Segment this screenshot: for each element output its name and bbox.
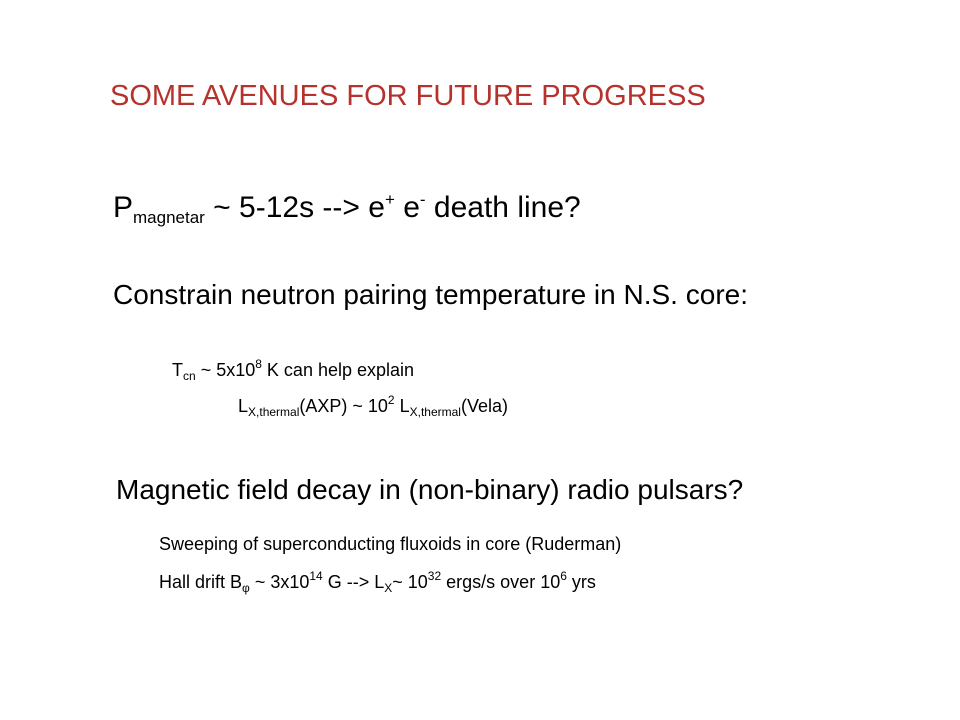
gauss-arrow-text: G --> L: [322, 572, 385, 592]
x-subscript: X: [384, 581, 393, 596]
luminosity-ratio-line: [238, 393, 509, 420]
positron-superscript: +: [384, 190, 395, 210]
years-exponent: 6: [560, 569, 567, 584]
magnetic-field-heading: Magnetic field decay in (non-binary) radio pulsars?: [116, 474, 744, 505]
magnetar-subscript: magnetar: [133, 207, 205, 227]
electron-symbol: e: [394, 191, 420, 224]
vela-text: (Vela): [460, 396, 509, 416]
luminosity-value-text: ~ 10: [392, 572, 428, 592]
tcn-line: [172, 357, 415, 384]
l-axp-symbol: L: [238, 396, 249, 416]
hall-drift-text: Hall drift B: [159, 572, 243, 592]
phi-subscript: φ: [242, 581, 250, 596]
period-range-text: ~ 5-12s --> e: [204, 191, 385, 224]
tcn-explain-text: K can help explain: [261, 360, 415, 380]
years-text: yrs: [566, 572, 596, 592]
cn-subscript: cn: [183, 369, 196, 384]
luminosity-exponent: 32: [427, 569, 442, 584]
constrain-heading: Constrain neutron pairing temperature in N.S. core:: [113, 279, 748, 310]
field-value-text: ~ 3x10: [249, 572, 310, 592]
tcn-exponent: 8: [255, 357, 262, 372]
x-thermal-subscript-axp: X,thermal: [248, 405, 300, 420]
p-symbol: P: [113, 191, 134, 224]
tcn-value-text: ~ 5x10: [195, 360, 256, 380]
x-thermal-subscript-vela: X,thermal: [409, 405, 461, 420]
l-vela-symbol: L: [394, 396, 410, 416]
electron-superscript: -: [419, 190, 426, 210]
sweeping-fluxoids-line: Sweeping of superconducting fluxoids in core (Ruderman): [159, 534, 622, 554]
magnetar-period-line: [113, 190, 581, 227]
hall-drift-line: [159, 569, 596, 596]
ergs-over-text: ergs/s over 10: [441, 572, 561, 592]
axp-ratio-text: (AXP) ~ 10: [299, 396, 388, 416]
field-exponent: 14: [309, 569, 323, 584]
slide-title: SOME AVENUES FOR FUTURE PROGRESS: [110, 80, 706, 112]
ratio-exponent: 2: [387, 393, 395, 408]
death-line-text: death line?: [425, 191, 581, 224]
t-symbol: T: [172, 360, 183, 380]
